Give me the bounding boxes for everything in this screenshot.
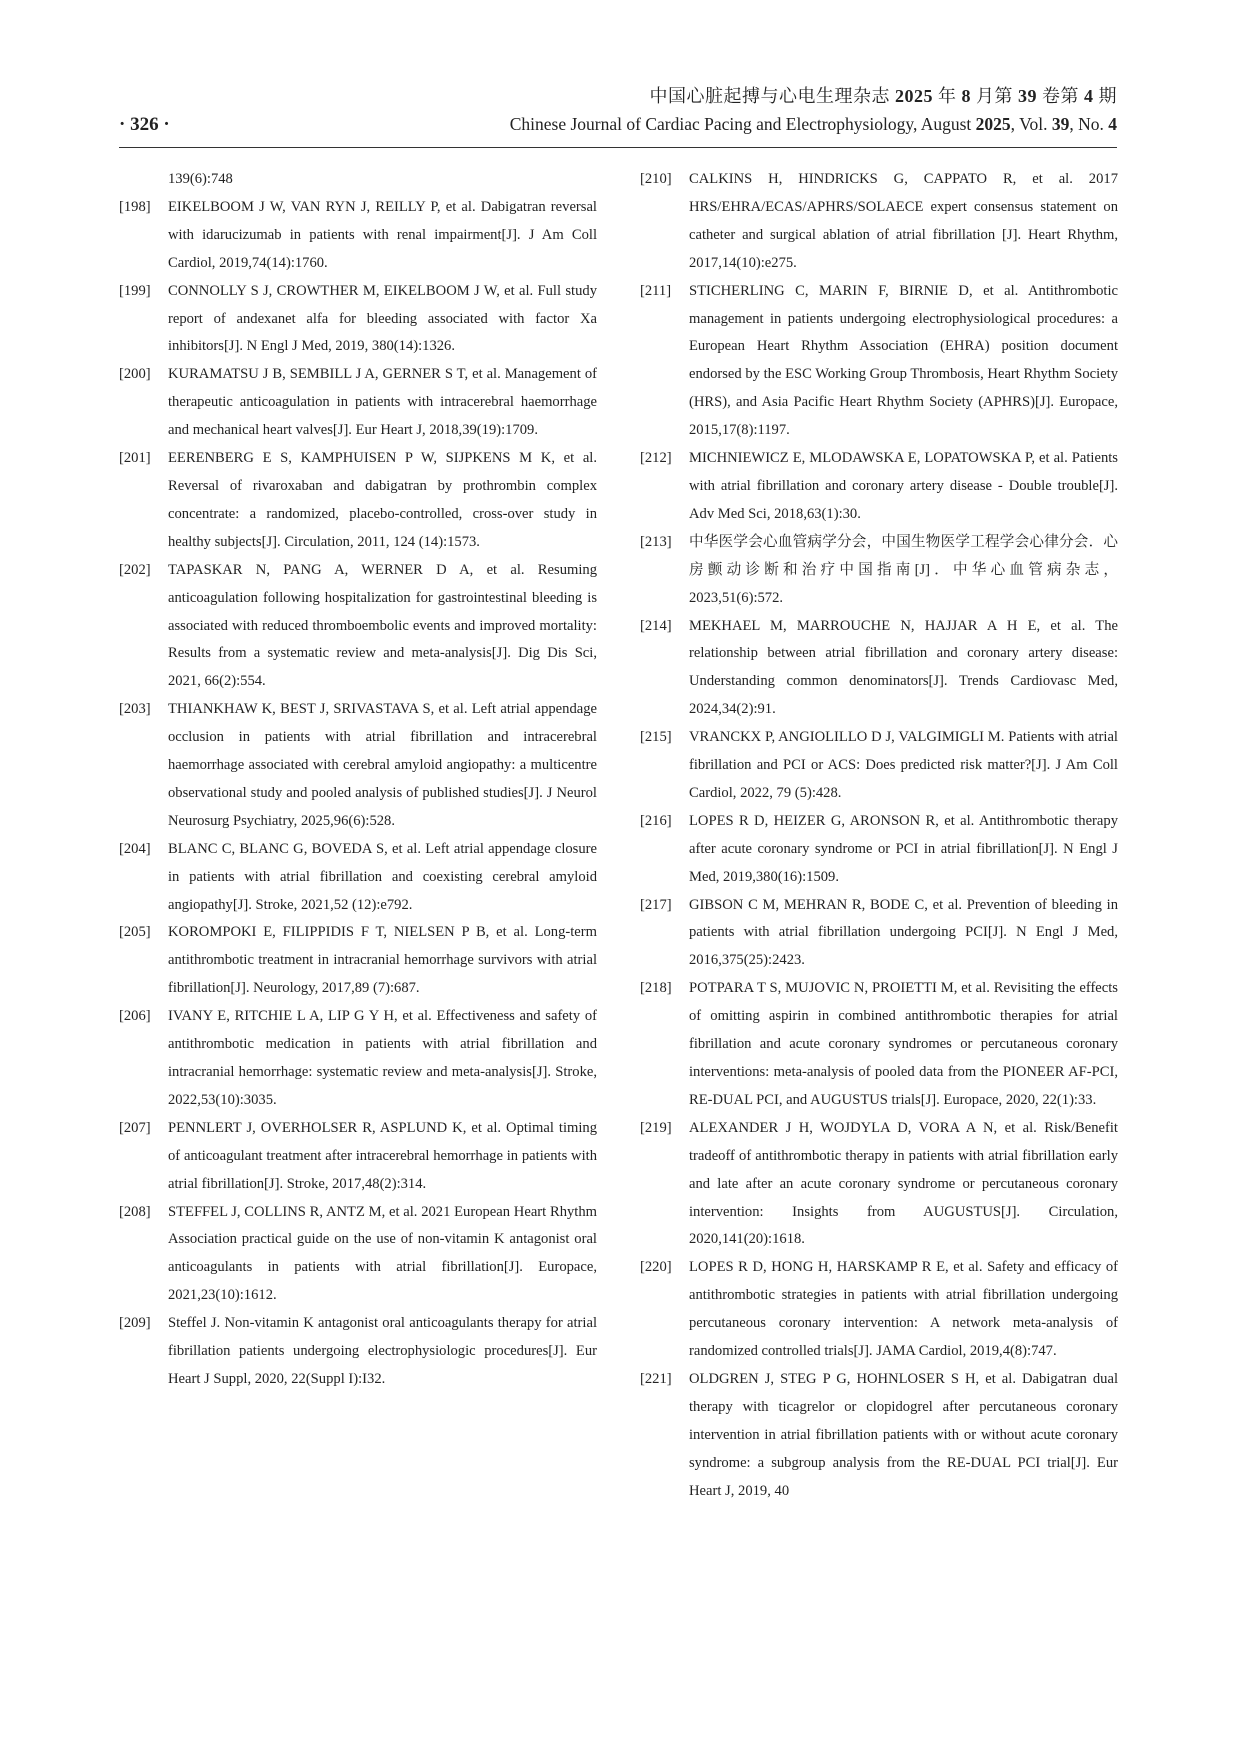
header-cn-sep2: 月第 xyxy=(971,86,1018,106)
reference-number: [198] xyxy=(119,198,151,215)
reference-text: STICHERLING C, MARIN F, BIRNIE D, et al. Antithrombotic management in patients undergoing electrophysiological procedures: a European Heart Rhythm Association (EHRA) position document endorsed by the ESC Working Group Thrombosis, Heart Rhythm Society (HRS), and Asia Pacific Heart Rhythm Society (APHRS)[J]. Europace, 2015,17(8):1197. xyxy=(689,282,1118,439)
header-cn-volume: 39 xyxy=(1018,86,1037,106)
reference-number: [212] xyxy=(640,450,672,467)
reference-text: MEKHAEL M, MARROUCHE N, HAJJAR A H E, et al. The relationship between atrial fibrillation and coronary artery disease: Understanding common denominators[J]. Trends Cardiovasc Med, 2024,34(2):91. xyxy=(689,617,1118,718)
reference-text: Steffel J. Non-vitamin K antagonist oral anticoagulants therapy for atrial fibrillation patients undergoing electrophysiologic procedures[J]. Eur Heart J Suppl, 2020, 22(Suppl I):I32. xyxy=(168,1315,597,1387)
reference-number: [203] xyxy=(119,701,151,718)
reference-number: [201] xyxy=(119,450,151,467)
header-cn-year: 2025 xyxy=(895,86,933,106)
reference-text: 中华医学会心血管病学分会，中国生物医学工程学会心律分会．心房颤动诊断和治疗中国指南[J]．中华心血管病杂志，2023,51(6):572. xyxy=(689,533,1118,606)
reference-entry xyxy=(119,1310,597,1394)
reference-entry xyxy=(119,557,597,697)
reference-entry xyxy=(640,445,1118,529)
reference-text: POTPARA T S, MUJOVIC N, PROIETTI M, et al. Revisiting the effects of omitting aspirin in combined antithrombotic therapies for atrial fibrillation and acute coronary syndromes or percutaneous coronary interventions: meta-analysis of pooled data from the PIONEER AF-PCI, RE-DUAL PCI, and AUGUSTUS trials[J]. Europace, 2020, 22(1):33. xyxy=(689,980,1118,1108)
header-rule xyxy=(119,147,1117,148)
header-cn-sep4: 期 xyxy=(1093,86,1117,106)
reference-number: [221] xyxy=(640,1370,672,1387)
reference-entry xyxy=(640,1366,1118,1506)
reference-number: [215] xyxy=(640,729,672,746)
reference-text: VRANCKX P, ANGIOLILLO D J, VALGIMIGLI M. Patients with atrial fibrillation and PCI or ACS: Does predicted risk matter?[J]. J Am Coll Cardiol, 2022, 79 (5):428. xyxy=(689,729,1118,801)
reference-number: [216] xyxy=(640,812,672,829)
header-en-sep2: , No. xyxy=(1069,114,1109,134)
reference-entry xyxy=(119,1199,597,1311)
reference-number: [218] xyxy=(640,980,672,997)
reference-number: [220] xyxy=(640,1259,672,1276)
reference-entry xyxy=(640,529,1118,613)
reference-entry xyxy=(119,194,597,278)
reference-number: [206] xyxy=(119,1008,151,1025)
reference-number: [200] xyxy=(119,366,151,383)
reference-entry xyxy=(640,166,1118,278)
reference-entry xyxy=(640,613,1118,725)
reference-number: [202] xyxy=(119,561,151,578)
header-en-year: 2025 xyxy=(975,114,1011,134)
header-en-journal: Chinese Journal of Cardiac Pacing and Electrophysiology, August xyxy=(509,114,976,134)
reference-text: KURAMATSU J B, SEMBILL J A, GERNER S T, et al. Management of therapeutic anticoagulation in patients with intracerebral haemorrhage and mechanical heart valves[J]. Eur Heart J, 2018,39(19):1709. xyxy=(168,366,597,439)
reference-number: [199] xyxy=(119,282,151,299)
reference-number: [207] xyxy=(119,1119,151,1136)
reference-entry xyxy=(640,975,1118,1115)
header-en-issue: 4 xyxy=(1108,114,1117,134)
reference-text: CALKINS H, HINDRICKS G, CAPPATO R, et al. 2017 HRS/EHRA/ECAS/APHRS/SOLAECE expert consensus statement on catheter and surgical ablation of atrial fibrillation [J]. Heart Rhythm, 2017,14(10):e275. xyxy=(689,171,1118,271)
reference-text: OLDGREN J, STEG P G, HOHNLOSER S H, et al. Dabigatran dual therapy with ticagrelor or clopidogrel after percutaneous coronary intervention in atrial fibrillation patients with or without acute coronary syndrome: a subgroup analysis from the RE-DUAL PCI trial[J]. Eur Heart J, 2019, 40 xyxy=(689,1370,1118,1499)
reference-text: EIKELBOOM J W, VAN RYN J, REILLY P, et al. Dabigatran reversal with idarucizumab in patients with renal impairment[J]. J Am Coll Cardiol, 2019,74(14):1760. xyxy=(168,198,597,271)
reference-entry xyxy=(119,278,597,362)
header-cn-sep1: 年 xyxy=(933,86,962,106)
reference-text: PENNLERT J, OVERHOLSER R, ASPLUND K, et al. Optimal timing of anticoagulant treatment after intracerebral hemorrhage in patients with atrial fibrillation[J]. Stroke, 2017,48(2):314. xyxy=(168,1119,597,1192)
reference-number: [205] xyxy=(119,924,151,941)
header-en-sep1: , Vol. xyxy=(1010,114,1052,134)
reference-entry xyxy=(640,1254,1118,1366)
reference-text: BLANC C, BLANC G, BOVEDA S, et al. Left atrial appendage closure in patients with atrial fibrillation and coexisting cerebral amyloid angiopathy[J]. Stroke, 2021,52 (12):e792. xyxy=(168,840,597,913)
reference-entry xyxy=(640,724,1118,808)
header-cn-issue: 4 xyxy=(1084,86,1094,106)
running-header xyxy=(119,84,1117,140)
reference-number: [217] xyxy=(640,896,672,913)
reference-text: EERENBERG E S, KAMPHUISEN P W, SIJPKENS M K, et al. Reversal of rivaroxaban and dabigatran by prothrombin complex concentrate: a randomized, placebo-controlled, cross-over study in healthy subjects[J]. Circulation, 2011, 124 (14):1573. xyxy=(168,450,597,550)
reference-number: [214] xyxy=(640,617,672,634)
header-row xyxy=(119,112,1117,140)
page-number: · 326 · xyxy=(119,114,170,135)
header-english-title xyxy=(510,114,1117,135)
reference-number: [219] xyxy=(640,1119,672,1136)
header-cn-sep3: 卷第 xyxy=(1037,86,1084,106)
header-chinese-title xyxy=(119,84,1117,108)
reference-text: IVANY E, RITCHIE L A, LIP G Y H, et al. Effectiveness and safety of antithrombotic medication in patients with atrial fibrillation and intracranial hemorrhage: systematic review and meta-analysis[J]. Stroke, 2022,53(10):3035. xyxy=(168,1008,597,1108)
references-left-column xyxy=(119,166,597,1394)
reference-text: STEFFEL J, COLLINS R, ANTZ M, et al. 2021 European Heart Rhythm Association practical guide on the use of non-vitamin K antagonist oral anticoagulants in patients with atrial fibrillation[J]. Europace, 2021,23(10):1612. xyxy=(168,1203,597,1304)
reference-entry xyxy=(119,1003,597,1115)
reference-entry xyxy=(119,919,597,1003)
reference-number: [209] xyxy=(119,1315,151,1332)
references-right-column xyxy=(640,166,1118,1506)
reference-text: TAPASKAR N, PANG A, WERNER D A, et al. Resuming anticoagulation following hospitalization for gastrointestinal bleeding is associated with reduced thromboembolic events and improved mortality: Results from a systematic review and meta-analysis[J]. Dig Dis Sci, 2021, 66(2):554. xyxy=(168,561,597,690)
reference-number: [204] xyxy=(119,840,151,857)
reference-entry xyxy=(119,1115,597,1199)
reference-entry xyxy=(640,1115,1118,1255)
header-cn-month: 8 xyxy=(961,86,971,106)
reference-text: CONNOLLY S J, CROWTHER M, EIKELBOOM J W, et al. Full study report of andexanet alfa for bleeding associated with factor Xa inhibitors[J]. N Engl J Med, 2019, 380(14):1326. xyxy=(168,282,597,355)
reference-text: GIBSON C M, MEHRAN R, BODE C, et al. Prevention of bleeding in patients with atrial fibrillation undergoing PCI[J]. N Engl J Med, 2016,375(25):2423. xyxy=(689,896,1118,969)
reference-entry xyxy=(119,836,597,920)
reference-entry xyxy=(119,445,597,557)
reference-text: KOROMPOKI E, FILIPPIDIS F T, NIELSEN P B, et al. Long-term antithrombotic treatment in intracranial hemorrhage survivors with atrial fibrillation[J]. Neurology, 2017,89 (7):687. xyxy=(168,924,597,997)
reference-number: [208] xyxy=(119,1203,151,1220)
reference-number: [213] xyxy=(640,533,672,550)
reference-entry xyxy=(640,278,1118,445)
reference-text: ALEXANDER J H, WOJDYLA D, VORA A N, et al. Risk/Benefit tradeoff of antithrombotic therapy in patients with atrial fibrillation early and late after an acute coronary syndrome or percutaneous coronary intervention: Insights from AUGUSTUS[J]. Circulation, 2020,141(20):1618. xyxy=(689,1119,1118,1248)
reference-entry xyxy=(119,361,597,445)
reference-number: [210] xyxy=(640,171,672,187)
reference-entry xyxy=(119,696,597,836)
reference-text: THIANKHAW K, BEST J, SRIVASTAVA S, et al. Left atrial appendage occlusion in patients with atrial fibrillation and intracerebral haemorrhage associated with cerebral amyloid angiopathy: a multicentre observational study and pooled analysis of published studies[J]. J Neurol Neurosurg Psychiatry, 2025,96(6):528. xyxy=(168,701,597,829)
header-cn-journal: 中国心脏起搏与心电生理杂志 xyxy=(649,86,895,106)
header-en-volume: 39 xyxy=(1051,114,1070,134)
reference-text: MICHNIEWICZ E, MLODAWSKA E, LOPATOWSKA P, et al. Patients with atrial fibrillation and coronary artery disease - Double trouble[J]. Adv Med Sci, 2018,63(1):30. xyxy=(689,450,1118,522)
reference-entry xyxy=(640,808,1118,892)
reference-entry xyxy=(640,892,1118,976)
reference-text: LOPES R D, HEIZER G, ARONSON R, et al. Antithrombotic therapy after acute coronary syndrome or PCI in atrial fibrillation[J]. N Engl J Med, 2019,380(16):1509. xyxy=(689,812,1118,885)
reference-text: LOPES R D, HONG H, HARSKAMP R E, et al. Safety and efficacy of antithrombotic strategies in patients with atrial fibrillation undergoing percutaneous coronary intervention: A network meta-analysis of randomized controlled trials[J]. JAMA Cardiol, 2019,4(8):747. xyxy=(689,1259,1118,1360)
reference-continuation: 139(6):748 xyxy=(168,171,233,187)
reference-number: [211] xyxy=(640,282,672,299)
